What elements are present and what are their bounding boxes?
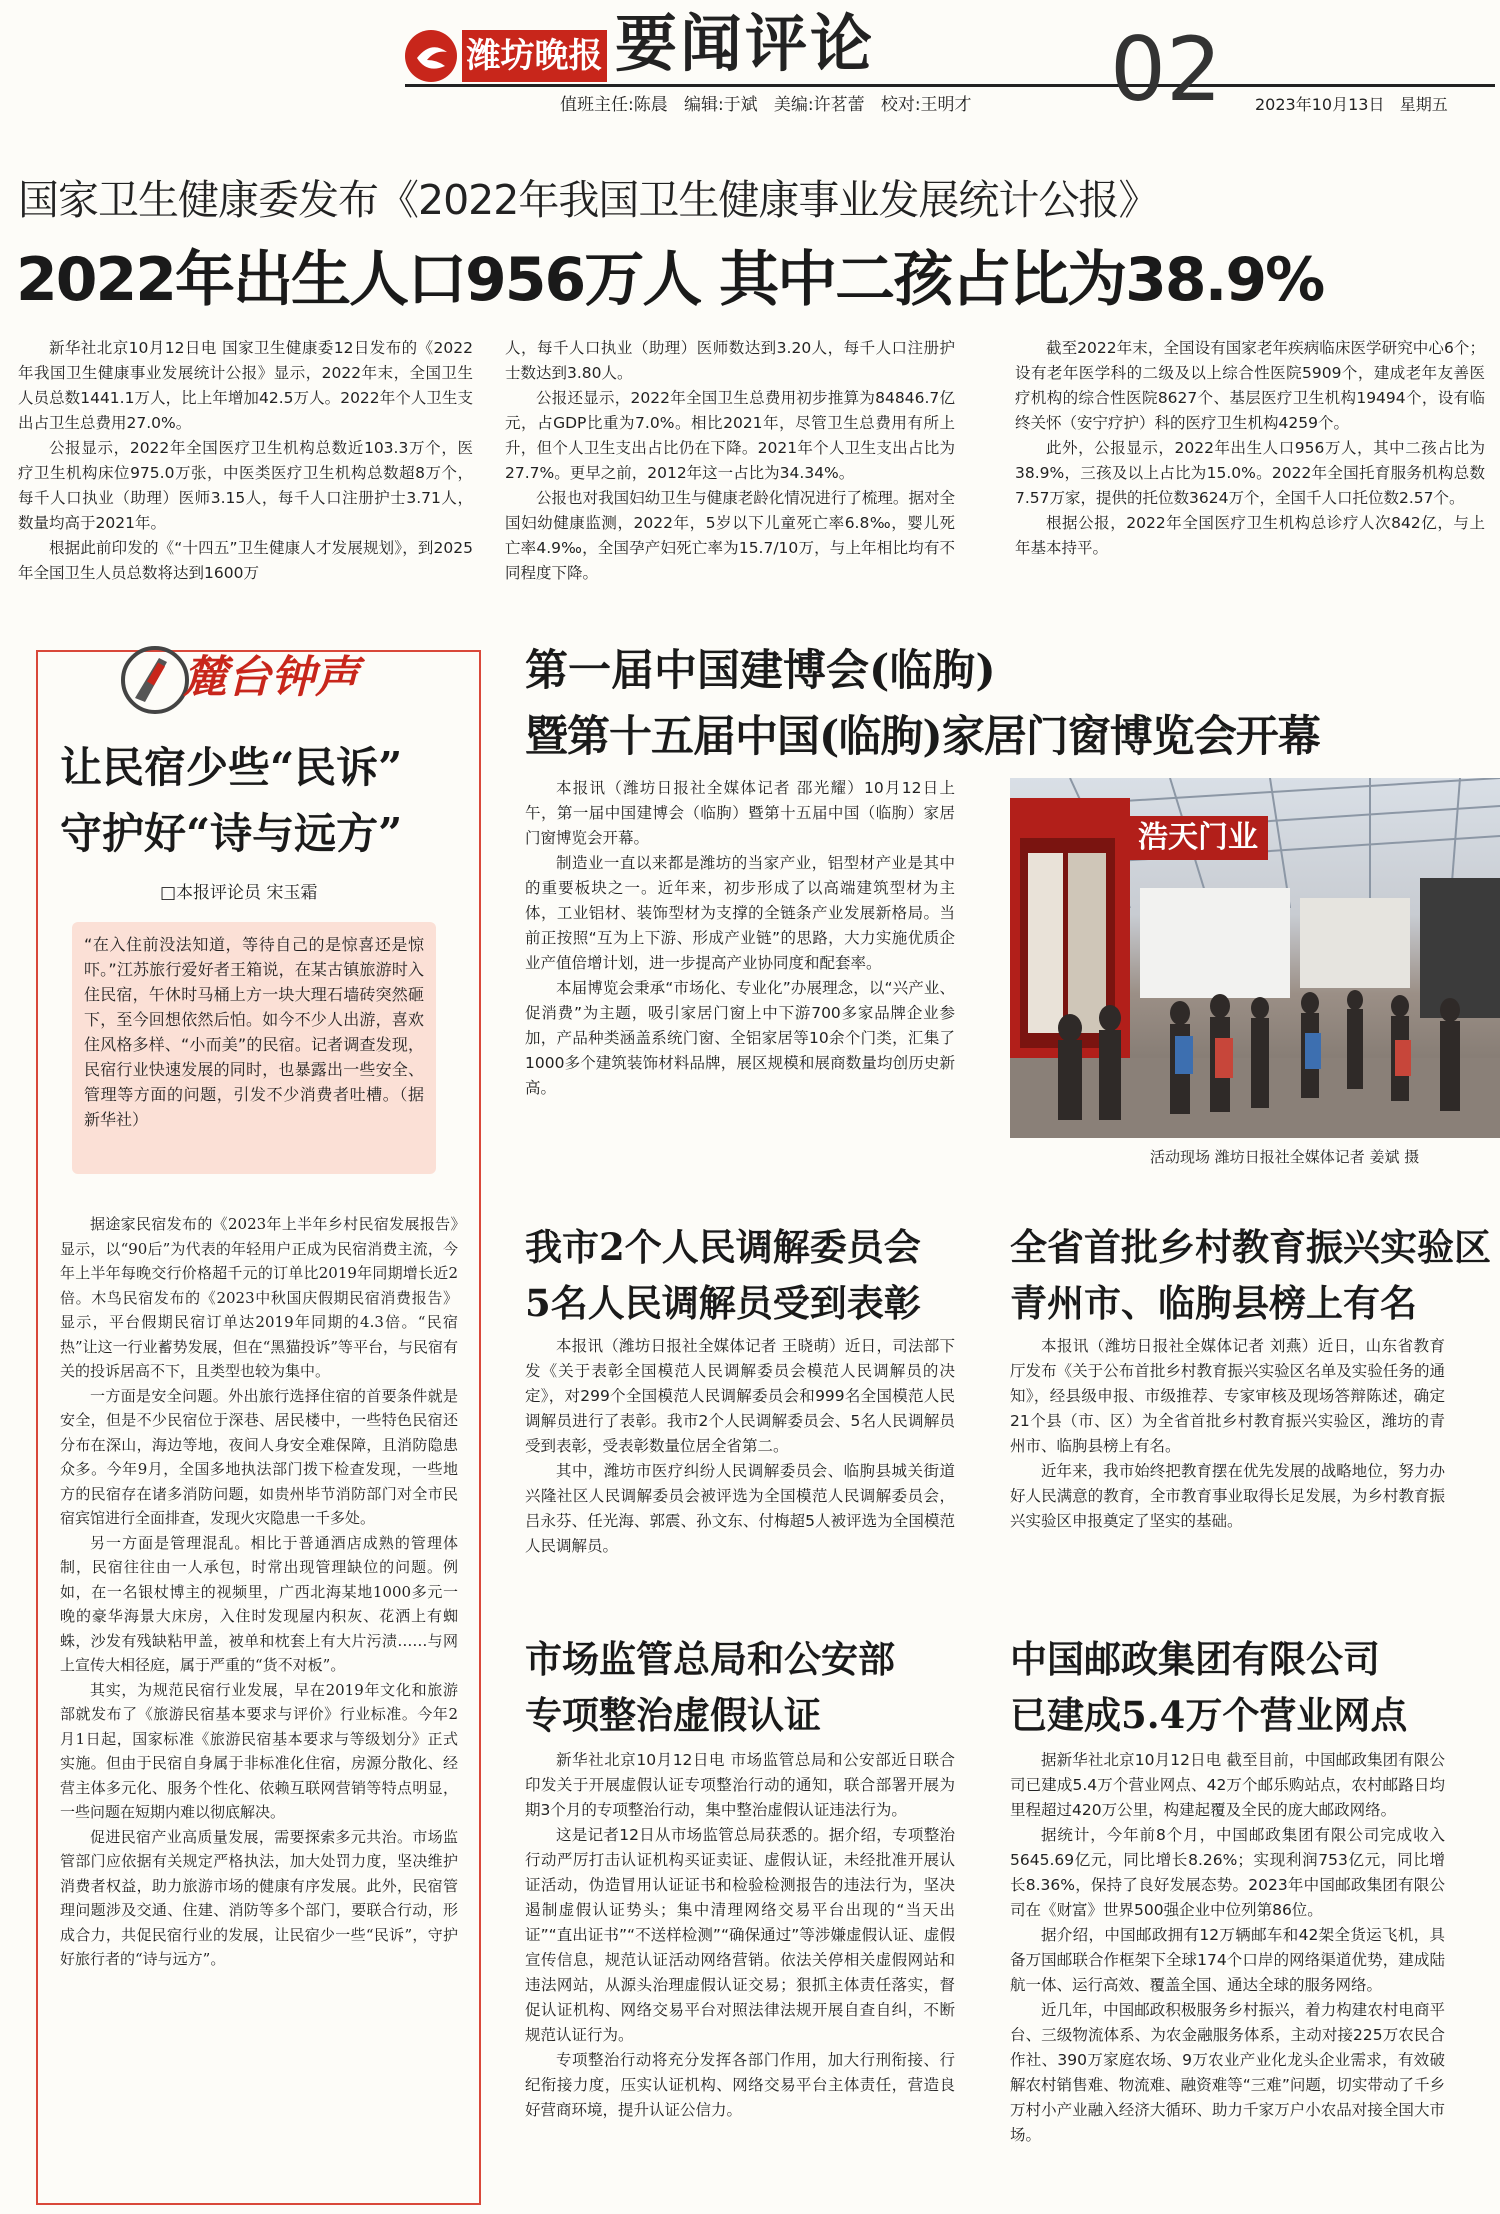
paragraph: 促进民宿产业高质量发展，需要探索多元共治。市场监管部门应依据有关规定严格执法，加大处罚力度，坚决维护消费者权益，助力旅游市场的健康有序发展。此外，民宿管理问题涉及交通、住建、消防等多个部门，要联合行动，形成合力，共促民宿行业的发展，让民宿少一些“民诉”，守护好旅行者的“诗与远方”。 [60, 1827, 458, 1968]
masthead-rule [405, 84, 1495, 87]
market-title-2: 专项整治虚假认证 [525, 1693, 821, 1737]
paragraph: 公报也对我国妇幼卫生与健康老龄化情况进行了梳理。据对全国妇幼健康监测，2022年，5岁以下儿童死亡率6.8‰，婴儿死亡率4.9‰，全国孕产妇死亡率为15.7/10万，与上年相比均有不同程度下降。 [505, 489, 955, 582]
paragraph: 公报还显示，2022年全国卫生总费用初步推算为84846.7亿元，占GDP比重为7.0%。相比2021年，尽管卫生总费用有所上升，但个人卫生支出占比仍在下降。2021年个人卫生支出占比为27.7%。更早之前，2012年这一占比为34.34%。 [505, 389, 955, 482]
paragraph: 人，每千人口执业（助理）医师数达到3.20人，每千人口注册护士数达到3.80人。 [505, 339, 955, 382]
paragraph: 根据公报，2022年全国医疗卫生机构总诊疗人次842亿，与上年基本持平。 [1015, 514, 1485, 557]
mediation-body [525, 1334, 955, 1559]
paragraph: 本报讯（潍坊日报社全媒体记者 刘燕）近日，山东省教育厅发布《关于公布首批乡村教育振兴实验区名单及实验任务的通知》，经县级申报、市级推荐、专家审核及现场答辩陈述，确定21个县（市、区）为全省首批乡村教育振兴实验区，潍坊的青州市、临朐县榜上有名。 [1010, 1337, 1445, 1455]
paper-logo [405, 30, 457, 82]
postal-title-2: 已建成5.4万个营业网点 [1010, 1693, 1408, 1737]
paragraph: 一方面是安全问题。外出旅行选择住宿的首要条件就是安全，但是不少民宿位于深巷、居民楼中，一些特色民宿还分布在深山，海边等地，夜间人身安全难保障，且消防隐患众多。今年9月，全国多地执法部门拨下检查发现，一些地方的民宿存在诸多消防问题，如贵州毕节消防部门对全市民宿宾馆进行全面排查，发现火灾隐患一千多处。 [60, 1386, 458, 1527]
column-quote [72, 922, 436, 1174]
section-name: 要闻评论 [615, 7, 876, 80]
lead-col-2 [505, 336, 955, 586]
lead-kicker: 国家卫生健康委发布《2022年我国卫生健康事业发展统计公报》 [18, 176, 1159, 224]
paragraph: 专项整治行动将充分发挥各部门作用，加大行刑衔接、行纪衔接力度，压实认证机构、网络交易平台主体责任，营造良好营商环境，提升认证公信力。 [525, 2051, 955, 2119]
postal-body [1010, 1748, 1445, 2148]
paragraph: 截至2022年末，全国设有国家老年疾病临床医学研究中心6个；设有老年医学科的二级及以上综合性医院5909个，建成老年友善医疗机构的综合性医院8627个、基层医疗卫生机构19494个，设有临终关怀（安宁疗护）科的医疗卫生机构4259个。 [1015, 339, 1485, 432]
paper-logo-icon [405, 30, 457, 82]
lead-col-3 [1015, 336, 1485, 561]
paragraph: 新华社北京10月12日电 国家卫生健康委12日发布的《2022年我国卫生健康事业发展统计公报》显示，2022年末，全国卫生人员总数1441.1万人，比上年增加42.5万人。2022年个人卫生支出占卫生总费用27.0%。 [18, 339, 473, 432]
paragraph: 本报讯（潍坊日报社全媒体记者 王晓萌）近日，司法部下发《关于表彰全国模范人民调解委员会模范人民调解员的决定》，对299个全国模范人民调解委员会和999名全国模范人民调解员进行了表彰。我市2个人民调解委员会、5名人民调解员受到表彰，受表彰数量位居全省第二。 [525, 1337, 955, 1455]
paragraph: 据新华社北京10月12日电 截至目前，中国邮政集团有限公司已建成5.4万个营业网点、42万个邮乐购站点，农村邮路日均里程超过420万公里，构建起覆及全民的庞大邮政网络。 [1010, 1751, 1445, 1819]
market-body [525, 1748, 955, 2123]
paragraph: 据统计，今年前8个月，中国邮政集团有限公司完成收入5645.69亿元，同比增长8.26%；实现利润753亿元，同比增长8.36%，保持了良好发展态势。2023年中国邮政集团有限公司在《财富》世界500强企业中位列第86位。 [1010, 1826, 1445, 1919]
masthead [0, 0, 1500, 120]
column-logo-text: 麓台钟声 [183, 652, 359, 703]
paragraph: 制造业一直以来都是潍坊的当家产业，铝型材产业是其中的重要板块之一。近年来，初步形成了以高端建筑型材为主体，工业铝材、装饰型材为支撑的全链条产业发展新格局。当前正按照“互为上下游、形成产业链”的思路，大力实施优质企业产值倍增计划，进一步提高产业协同度和配套率。 [525, 854, 955, 972]
paragraph: 其中，潍坊市医疗纠纷人民调解委员会、临朐县城关街道兴隆社区人民调解委员会被评选为全国模范人民调解委员会，吕永芬、任光海、郭震、孙文东、付梅超5人被评选为全国模范人民调解员。 [525, 1462, 955, 1555]
paragraph: 公报显示，2022年全国医疗卫生机构总数近103.3万个，医疗卫生机构床位975.0万张，中医类医疗卫生机构总数超8万个，每千人口执业（助理）医师3.15人，每千人口注册护士3.71人，数量均高于2021年。 [18, 439, 473, 532]
paragraph: 这是记者12日从市场监管总局获悉的。据介绍，专项整治行动严厉打击认证机构买证卖证、虚假认证，未经批准开展认证活动，伪造冒用认证证书和检验检测报告的违法行为，坚决遏制虚假认证势头；集中清理网络交易平台出现的“当天出证”“直出证书”“不送样检测”“确保通过”等涉嫌虚假认证、虚假宣传信息，规范认证活动网络营销。依法关停相关虚假网站和违法网站，从源头治理虚假认证交易；狠抓主体责任落实，督促认证机构、网络交易平台对照法律法规开展自查自纠，不断规范认证行为。 [525, 1826, 955, 2044]
paragraph: 近几年，中国邮政积极服务乡村振兴，着力构建农村电商平台、三级物流体系、为农金融服务体系，主动对接225万农民合作社、390万家庭农场、9万农业产业化龙头企业需求，有效破解农村销售难、物流难、融资难等“三难”问题，切实带动了千乡万村小产业融入经济大循环、助力千家万户小农品对接全国大市场。 [1010, 2001, 1445, 2144]
column-byline: □本报评论员 宋玉霜 [160, 883, 318, 903]
expo-photo-sign: 浩天门业 [1128, 816, 1268, 860]
column-body [60, 1212, 458, 1972]
education-title-1: 全省首批乡村教育振兴实验区 [1010, 1225, 1491, 1269]
column-logo [115, 638, 405, 718]
date-line: 2023年10月13日 星期五 [1255, 95, 1448, 114]
expo-body [525, 776, 955, 1101]
postal-title-1: 中国邮政集团有限公司 [1010, 1637, 1380, 1681]
paragraph: 本届博览会秉承“市场化、专业化”办展理念，以“兴产业、促消费”为主题，吸引家居门窗上中下游700多家品牌企业参加，产品种类涵盖系统门窗、全铝家居等10余个门类，汇集了1000多个建筑装饰材料品牌，展区规模和展商数量均创历史新高。 [525, 979, 955, 1097]
paragraph: 此外，公报显示，2022年出生人口956万人，其中二孩占比为38.9%，三孩及以上占比为15.0%。2022年全国托育服务机构总数7.57万家，提供的托位数3624万个，全国千人口托位数2.57个。 [1015, 439, 1485, 507]
paper-name: 潍坊晚报 [462, 30, 607, 82]
paragraph: 根据此前印发的《“十四五”卫生健康人才发展规划》，到2025年全国卫生人员总数将达到1600万 [18, 539, 473, 582]
expo-title-1: 第一届中国建博会(临朐) [525, 646, 996, 696]
paragraph: 据途家民宿发布的《2023年上半年乡村民宿发展报告》显示，以“90后”为代表的年轻用户正成为民宿消费主流，今年上半年每晚交行价格超千元的订单比2019年同期增长近2倍。木鸟民宿发布的《2023中秋国庆假期民宿消费报告》显示，平台假期民宿订单达2019年同期的4.3倍。“民宿热”让这一行业蓄势发展，但在“黑猫投诉”等平台，与民宿有关的投诉居高不下，且类型也较为集中。 [60, 1215, 459, 1380]
market-title-1: 市场监管总局和公安部 [525, 1637, 895, 1681]
lead-col-1 [18, 336, 473, 586]
expo-photo [1010, 778, 1500, 1138]
page-number: 02 [1110, 18, 1222, 121]
paragraph: 新华社北京10月12日电 市场监管总局和公安部近日联合印发关于开展虚假认证专项整治行动的通知，联合部署开展为期3个月的专项整治行动，集中整治虚假认证违法行为。 [525, 1751, 955, 1819]
paragraph: 另一方面是管理混乱。相比于普通酒店成熟的管理体制，民宿往往由一人承包，时常出现管理缺位的问题。例如，在一名银杖博主的视频里，广西北海某地1000多元一晚的豪华海景大床房，入住时发现屋内积灰、花洒上有蜘蛛，沙发有残缺粘甲盖，被单和枕套上有大片污渍……与网上宣传大相径庭，属于严重的“货不对板”。 [60, 1533, 458, 1674]
quote-text: “在入住前没法知道，等待自己的是惊喜还是惊吓。”江苏旅行爱好者王箱说，在某古镇旅游时入住民宿，午休时马桶上方一块大理石墙砖突然砸下，至今回想依然后怕。如今不少人出游，喜欢住风格多样、“小而美”的民宿。记者调查发现，民宿行业快速发展的同时，也暴露出一些安全、管理等方面的问题，引发不少消费者吐槽。（据新华社） [84, 935, 424, 1129]
lead-headline: 2022年出生人口956万人 其中二孩占比为38.9% [16, 245, 1324, 315]
mediation-title-1: 我市2个人民调解委员会 [525, 1225, 921, 1269]
paragraph: 其实，为规范民宿行业发展，早在2019年文化和旅游部就发布了《旅游民宿基本要求与评价》行业标准。今年2月1日起，国家标准《旅游民宿基本要求与等级划分》正式实施。但由于民宿自身属于非标准化住宿，房源分散化、经营主体多元化、服务个性化、依赖互联网营销等特点明显，一些问题在短期内难以彻底解决。 [60, 1680, 458, 1821]
credits: 值班主任:陈晨 编辑:于斌 美编:许茗蕾 校对:王明才 [560, 95, 972, 115]
paragraph: 近年来，我市始终把教育摆在优先发展的战略地位，努力办好人民满意的教育，全市教育事业取得长足发展，为乡村教育振兴实验区申报奠定了坚实的基础。 [1010, 1462, 1445, 1530]
paragraph: 本报讯（潍坊日报社全媒体记者 邵光耀）10月12日上午，第一届中国建博会（临朐）暨第十五届中国（临朐）家居门窗博览会开幕。 [525, 779, 955, 847]
expo-photo-caption: 活动现场 潍坊日报社全媒体记者 姜斌 摄 [1150, 1148, 1420, 1166]
expo-title-2: 暨第十五届中国(临朐)家居门窗博览会开幕 [525, 712, 1320, 762]
education-title-2: 青州市、临朐县榜上有名 [1010, 1281, 1417, 1325]
paragraph: 据介绍，中国邮政拥有12万辆邮车和42架全货运飞机，具备万国邮联合作框架下全球174个口岸的网络渠道优势，建成陆航一体、运行高效、覆盖全国、通达全球的服务网络。 [1010, 1926, 1445, 1994]
column-title-2: 守护好“诗与远方” [60, 809, 403, 858]
mediation-title-2: 5名人民调解员受到表彰 [525, 1281, 921, 1325]
column-title-1: 让民宿少些“民诉” [60, 743, 403, 792]
education-body [1010, 1334, 1445, 1534]
